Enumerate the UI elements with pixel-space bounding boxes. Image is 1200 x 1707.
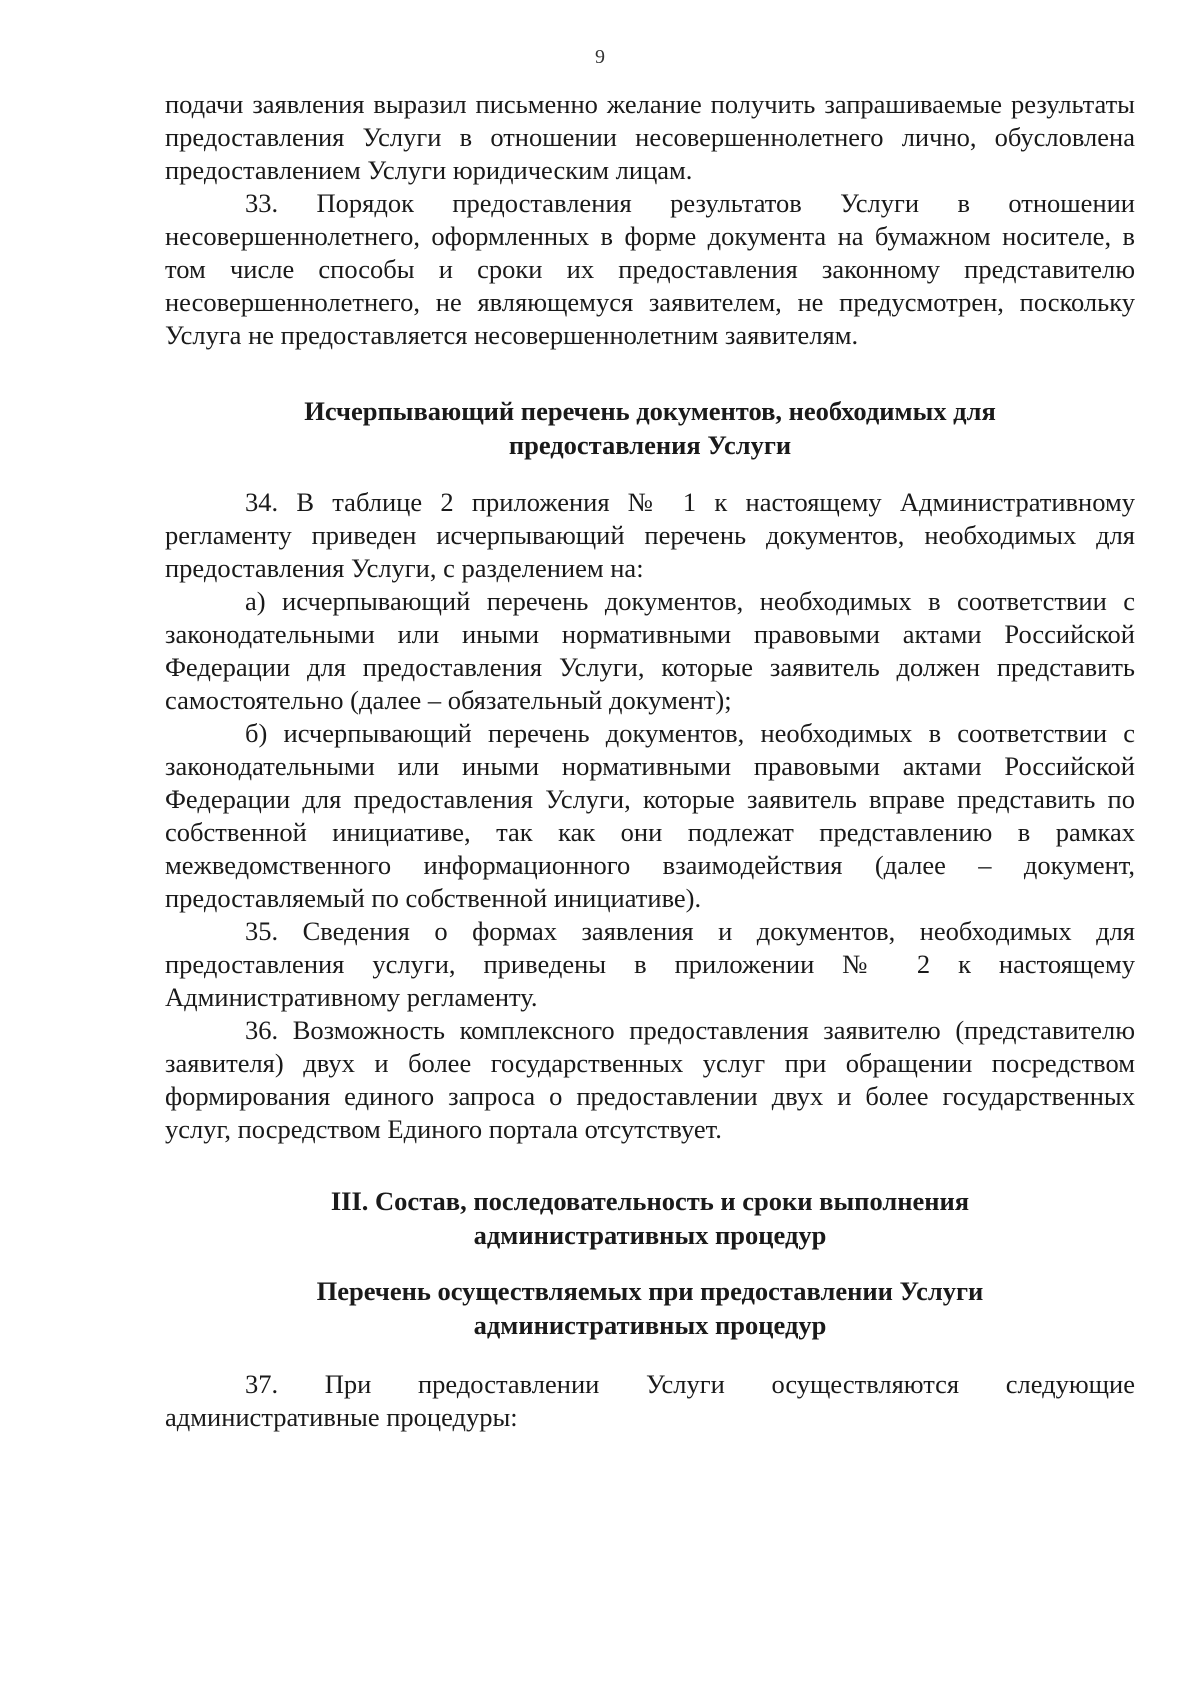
paragraph-34: 34. В таблице 2 приложения № 1 к настоящему Административному регламенту приведен исчерпывающий перечень документов, необходимых для предоставления Услуги, с разделением на: bbox=[165, 487, 1135, 583]
heading-line-1: Перечень осуществляемых при предоставлении Услуги bbox=[316, 1276, 984, 1306]
heading-line-1: Исчерпывающий перечень документов, необходимых для bbox=[304, 396, 996, 426]
heading-line-2: административных процедур bbox=[473, 1310, 827, 1340]
section-heading-procedures bbox=[165, 1274, 1135, 1342]
heading-line-2: предоставления Услуги bbox=[508, 430, 792, 460]
paragraph-36: 36. Возможность комплексного предоставления заявителю (представителю заявителя) двух и более государственных услуг при обращении посредством формирования единого запроса о предоставлении двух и более государственных услуг, посредством Единого портала отсутствует. bbox=[165, 1015, 1135, 1144]
paragraph-37: 37. При предоставлении Услуги осуществляются следующие административные процедуры: bbox=[165, 1369, 1135, 1432]
text-block-2 bbox=[165, 486, 1135, 1146]
paragraph-continuation: подачи заявления выразил письменно желание получить запрашиваемые результаты предоставления Услуги в отношении несовершеннолетнего лично, обусловлена предоставлением Услуги юридическим лицам. bbox=[165, 89, 1135, 185]
paragraph-35: 35. Сведения о формах заявления и документов, необходимых для предоставления услуги, приведены в приложении № 2 к настоящему Административному регламенту. bbox=[165, 916, 1135, 1012]
paragraph-33: 33. Порядок предоставления результатов Услуги в отношении несовершеннолетнего, оформленных в форме документа на бумажном носителе, в том числе способы и сроки их предоставления законному представителю несовершеннолетнего, не являющемуся заявителем, не предусмотрен, поскольку Услуга не предоставляется несовершеннолетним заявителям. bbox=[165, 188, 1135, 350]
page-number: 9 bbox=[595, 46, 605, 68]
paragraph-34b: б) исчерпывающий перечень документов, необходимых в соответствии с законодательными или иными нормативными правовыми актами Российской Федерации для предоставления Услуги, которые заявитель вправе представить по собственной инициативе, так как они подлежат представлению в рамках межведомственного информационного взаимодействия (далее – документ, предоставляемый по собственной инициативе). bbox=[165, 718, 1135, 913]
heading-line-1: III. Состав, последовательность и сроки выполнения bbox=[330, 1186, 970, 1216]
paragraph-34a: а) исчерпывающий перечень документов, необходимых в соответствии с законодательными или иными нормативными правовыми актами Российской Федерации для предоставления Услуги, которые заявитель должен представить самостоятельно (далее – обязательный документ); bbox=[165, 586, 1135, 715]
section-heading-documents-list bbox=[165, 394, 1135, 462]
text-block-1 bbox=[165, 88, 1135, 352]
text-block-3 bbox=[165, 1368, 1135, 1434]
chapter-heading-iii bbox=[165, 1184, 1135, 1252]
heading-line-2: административных процедур bbox=[473, 1220, 827, 1250]
